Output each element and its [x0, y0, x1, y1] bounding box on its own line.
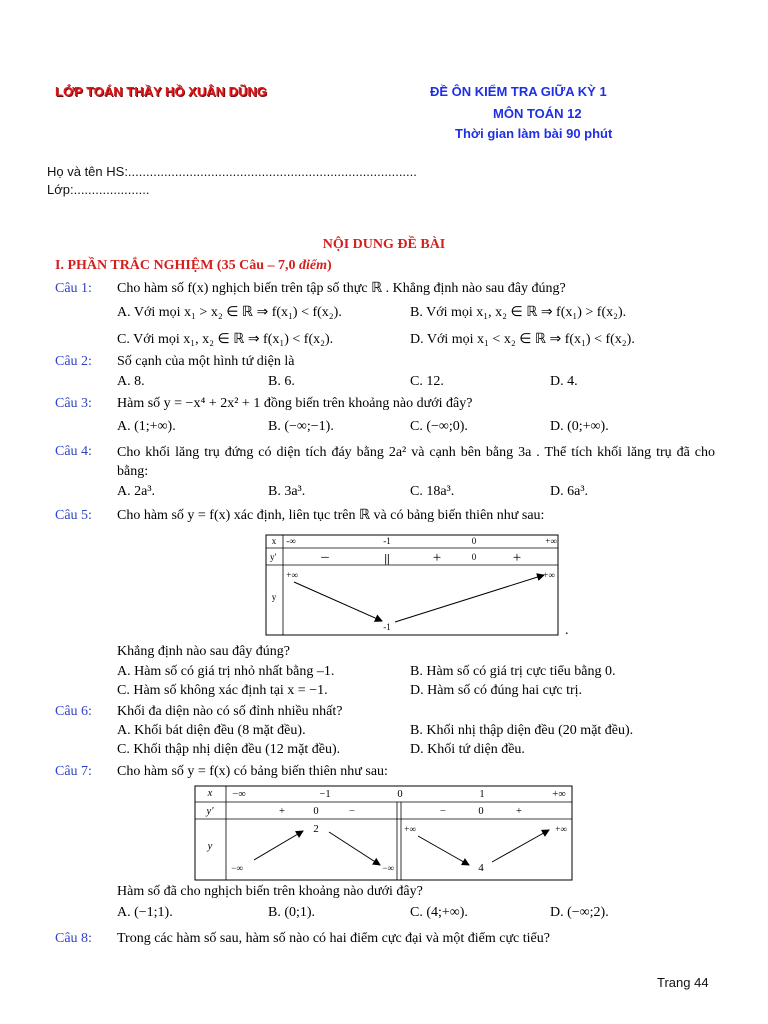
x-value: +∞ — [545, 536, 557, 546]
yprime-row-label: y' — [206, 806, 214, 817]
y-value: 4 — [478, 862, 484, 874]
question-6-option-a: A. Khối bát diện đều (8 mặt đều). — [117, 723, 306, 738]
y-value: 2 — [313, 823, 319, 835]
yprime-sign: + — [279, 806, 285, 817]
yprime-sign: + — [432, 550, 442, 566]
yprime-zero: 0 — [313, 806, 319, 817]
question-1-option-b: B. Với mọi x₁, x₂ ∈ ℝ ⇒ f(x₁) > f(x₂). — [410, 305, 627, 320]
section-points-word: điểm — [298, 258, 327, 273]
increasing-arrow — [254, 831, 303, 860]
content-title: NỘI DUNG ĐỀ BÀI — [322, 237, 446, 252]
question-2-option-b: B. 6. — [268, 374, 295, 389]
yprime-row-label: y' — [269, 552, 277, 562]
question-4-label: Câu 4: — [55, 444, 92, 459]
question-7-label: Câu 7: — [55, 764, 92, 779]
x-row-label: x — [207, 788, 213, 799]
x-value: 0 — [397, 789, 403, 800]
question-3-option-a: A. (1;+∞). — [117, 419, 176, 434]
y-value: +∞ — [404, 824, 416, 834]
question-1-label: Câu 1: — [55, 281, 92, 296]
section-title-close: ) — [326, 258, 332, 273]
yprime-undefined-mark: || — [384, 551, 390, 565]
yprime-sign: − — [440, 806, 446, 817]
question-8-text: Trong các hàm số sau, hàm số nào có hai điểm cực đại và một điểm cực tiểu? — [117, 931, 550, 946]
question-2-label: Câu 2: — [55, 354, 92, 369]
question-5-option-a: A. Hàm số có giá trị nhỏ nhất bằng –1. — [117, 664, 335, 679]
question-5-prompt: Khẳng định nào sau đây đúng? — [117, 644, 291, 659]
yprime-sign: + — [516, 806, 522, 817]
question-4-text: Cho khối lăng trụ đứng có diện tích đáy bằng 2a² và cạnh bên bằng 3a . Thể tích khối lăng trụ đã cho bằng: — [117, 445, 715, 479]
question-3-text: Hàm số y = −x⁴ + 2x² + 1 đồng biến trên khoảng nào dưới đây? — [117, 396, 473, 411]
question-6-option-d: D. Khối tứ diện đều. — [410, 742, 525, 757]
question-1-option-a: A. Với mọi x₁ > x₂ ∈ ℝ ⇒ f(x₁) < f(x₂). — [117, 305, 342, 320]
x-value: −∞ — [232, 789, 246, 800]
variation-table-q5 — [262, 530, 562, 640]
variation-table-q7 — [190, 782, 578, 884]
question-6-text: Khối đa diện nào có số đỉnh nhiều nhất? — [117, 704, 343, 719]
question-1-option-d: D. Với mọi x₁ < x₂ ∈ ℝ ⇒ f(x₁) < f(x₂). — [410, 332, 635, 347]
page-number: Trang 44 — [657, 975, 709, 990]
question-6-option-c: C. Khối thập nhị diện đều (12 mặt đều). — [117, 742, 341, 757]
yprime-sign: – — [321, 549, 329, 565]
question-3-label: Câu 3: — [55, 396, 92, 411]
question-2-option-d: D. 4. — [550, 374, 578, 389]
y-value: −∞ — [231, 863, 243, 873]
question-7-prompt: Hàm số đã cho nghịch biến trên khoảng nào dưới đây? — [117, 884, 423, 899]
yprime-zero: 0 — [478, 806, 484, 817]
question-1-option-c: C. Với mọi x₁, x₂ ∈ ℝ ⇒ f(x₁) < f(x₂). — [117, 332, 334, 347]
student-name-line: Họ và tên HS:................................................................................ — [47, 164, 417, 179]
yprime-zero: 0 — [471, 552, 477, 562]
section-title — [55, 258, 332, 274]
exam-subject: MÔN TOÁN 12 — [493, 106, 582, 121]
y-value: +∞ — [543, 570, 555, 580]
student-class-line: Lớp:..................... — [47, 182, 150, 197]
y-value: +∞ — [286, 570, 298, 580]
x-value: −1 — [319, 789, 331, 800]
increasing-arrow — [395, 575, 544, 622]
question-6-option-b: B. Khối nhị thập diện đều (20 mặt đều). — [410, 723, 634, 738]
question-5-text: Cho hàm số y = f(x) xác định, liên tục trên ℝ và có bảng biến thiên như sau: — [117, 508, 545, 523]
question-1-text: Cho hàm số f(x) nghịch biến trên tập số thực ℝ . Khẳng định nào sau đây đúng? — [117, 281, 566, 296]
question-4-option-b: B. 3a³. — [268, 484, 306, 499]
question-2-option-c: C. 12. — [410, 374, 444, 389]
yprime-sign: − — [349, 806, 355, 817]
x-row-label: x — [271, 536, 277, 546]
decreasing-arrow — [418, 836, 469, 865]
question-7-option-a: A. (−1;1). — [117, 905, 173, 920]
question-5-option-c: C. Hàm số không xác định tại x = −1. — [117, 683, 328, 698]
question-8-label: Câu 8: — [55, 931, 92, 946]
section-title-text: I. PHẦN TRẮC NGHIỆM (35 Câu – 7,0 — [55, 258, 299, 273]
increasing-arrow — [492, 830, 549, 862]
question-4-option-d: D. 6a³. — [550, 484, 589, 499]
question-3-option-d: D. (0;+∞). — [550, 419, 609, 434]
question-2-text: Số cạnh của một hình tứ diện là — [117, 354, 295, 369]
question-7-option-d: D. (−∞;2). — [550, 905, 609, 920]
y-value: +∞ — [555, 824, 567, 834]
school-name: LỚP TOÁN THẦY HỒ XUÂN DŨNG — [55, 84, 267, 99]
question-3-option-c: C. (−∞;0). — [410, 419, 468, 434]
question-5-label: Câu 5: — [55, 508, 92, 523]
table-trailing-dot: . — [565, 623, 569, 638]
decreasing-arrow — [294, 582, 382, 621]
question-7-option-c: C. (4;+∞). — [410, 905, 468, 920]
question-3-option-b: B. (−∞;−1). — [268, 419, 334, 434]
yprime-sign: + — [512, 550, 522, 566]
decreasing-arrow — [329, 832, 380, 865]
question-7-text: Cho hàm số y = f(x) có bảng biến thiên như sau: — [117, 764, 388, 779]
y-row-label: y — [207, 841, 213, 852]
question-5-option-b: B. Hàm số có giá trị cực tiểu bằng 0. — [410, 664, 616, 679]
question-2-option-a: A. 8. — [117, 374, 145, 389]
question-4-option-c: C. 18a³. — [410, 484, 455, 499]
x-value: +∞ — [552, 789, 566, 800]
y-row-label: y — [271, 592, 277, 602]
question-4-option-a: A. 2a³. — [117, 484, 156, 499]
y-value: -1 — [383, 622, 391, 632]
x-value: 0 — [471, 536, 477, 546]
question-5-option-d: D. Hàm số có đúng hai cực trị. — [410, 683, 583, 698]
question-6-label: Câu 6: — [55, 704, 92, 719]
x-value: -1 — [383, 536, 391, 546]
question-7-option-b: B. (0;1). — [268, 905, 316, 920]
exam-duration: Thời gian làm bài 90 phút — [455, 126, 613, 141]
exam-title: ĐỀ ÔN KIỂM TRA GIỮA KỲ 1 — [430, 84, 607, 99]
x-value: 1 — [479, 789, 485, 800]
x-value: -∞ — [286, 536, 296, 546]
y-value: −∞ — [382, 863, 394, 873]
